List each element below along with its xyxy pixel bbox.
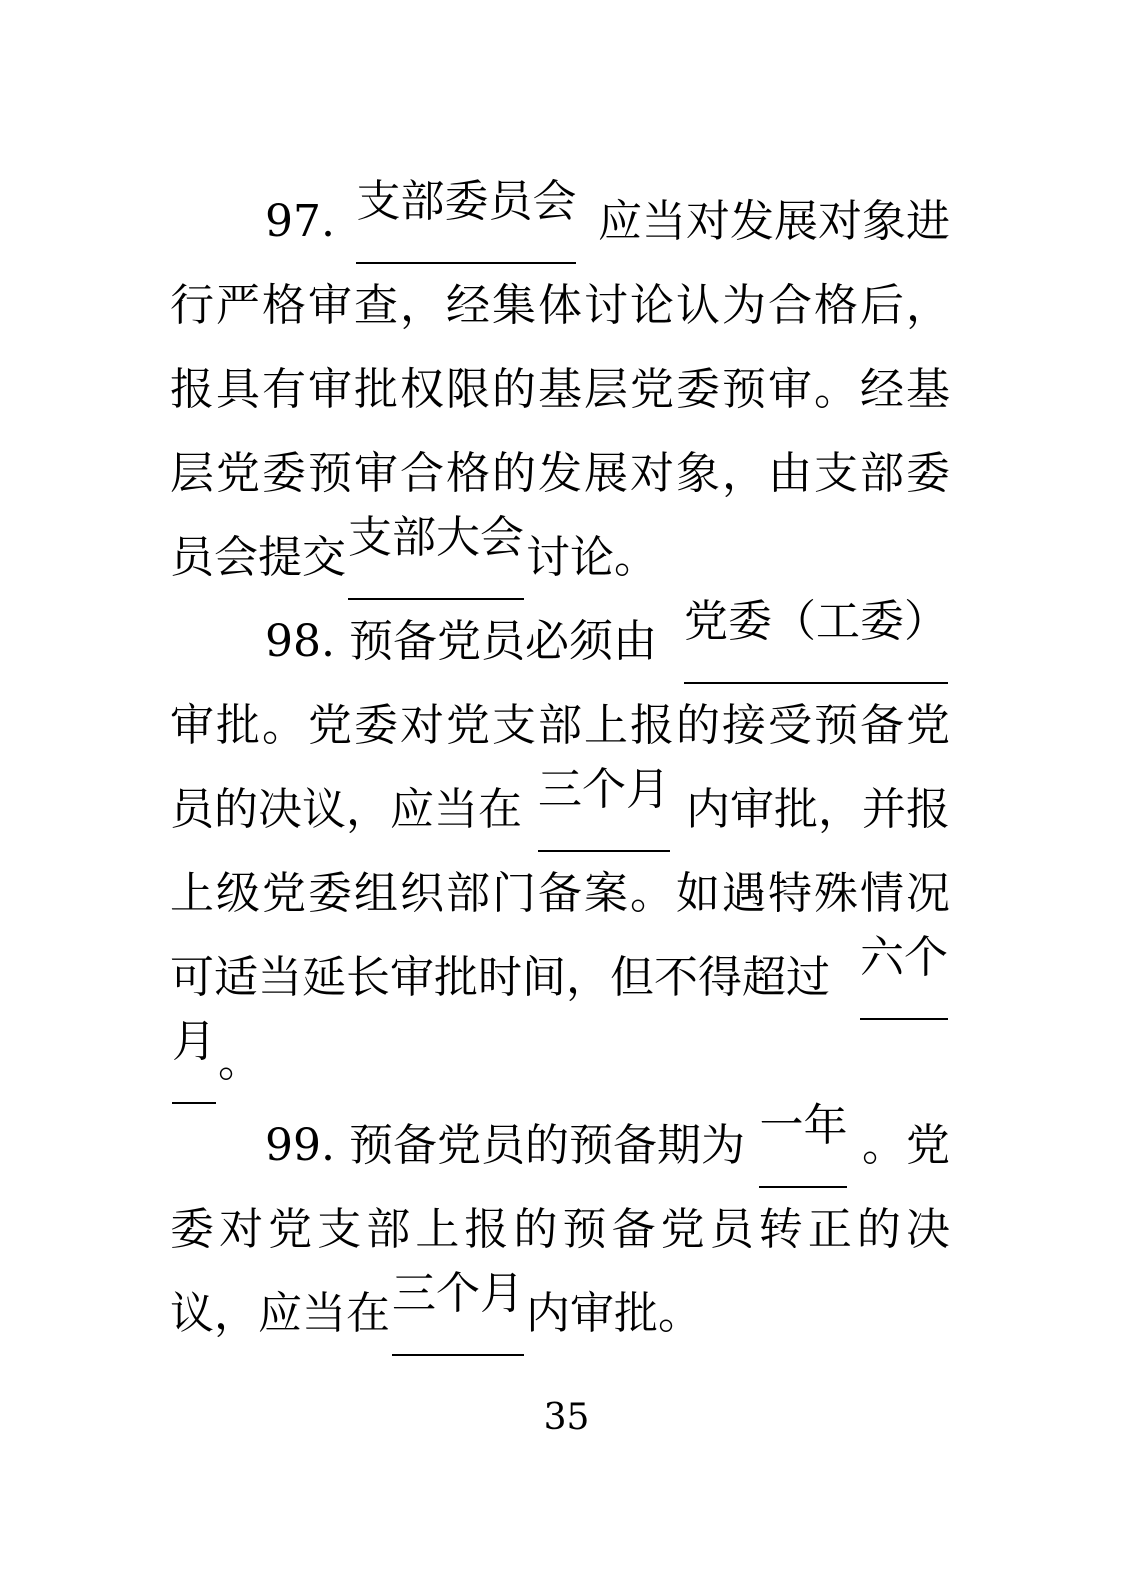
text-char: 部 [366,1204,411,1255]
text-segment: 内审批，并报 [686,784,950,835]
text-char: 备 [860,700,904,751]
text-char: 经 [446,280,490,331]
text-char: 备 [538,868,582,919]
text-char: 部 [538,700,582,751]
text-char: 备 [611,1204,656,1255]
underlined-answer: 支部委员会 [356,180,576,264]
text-char: 上 [170,868,214,919]
text-char: 员 [709,1204,754,1255]
text-segment: 97. [265,196,335,247]
text-char: 委 [308,868,352,919]
text-char: 正 [807,1204,852,1255]
text-char: 为 [722,280,766,331]
text-segment: 99. 预备党员的预备期为 [265,1120,745,1171]
text-char: 委 [676,364,720,415]
text-char: 报 [630,700,674,751]
text-segment: 员会提交 [170,532,346,583]
text-char: 上 [584,700,628,751]
text-char: 基 [538,364,582,415]
text-char: 经 [860,364,904,415]
text-char: 案 [584,868,628,919]
text-char: 如 [676,868,720,919]
text-char: 发 [538,448,582,499]
text-char: 批 [354,364,398,415]
text-char: 转 [758,1204,803,1255]
text-char: 党 [660,1204,705,1255]
text-char: 。 [630,868,674,919]
text-char: 门 [492,868,536,919]
underlined-answer: 支部大会 [348,516,524,600]
text-char: 党 [906,700,950,751]
paragraph-98 [170,596,950,1104]
text-segment: 讨论。 [526,532,658,583]
text-char: 预 [722,364,766,415]
text-segment: 应当对发展对象进 [597,196,950,247]
text-char: 审 [170,700,214,751]
text-segment: 。 [218,1036,262,1087]
underlined-answer: 月 [172,1020,216,1104]
text-char: 上 [415,1204,460,1255]
text-char: 有 [262,364,306,415]
text-char: 后 [860,280,904,331]
text-char: 遇 [722,868,766,919]
text-char: 党 [268,1204,313,1255]
text-char: 审 [308,280,352,331]
text-char: 。 [262,700,306,751]
text-char: 受 [768,700,812,751]
text-char: 集 [492,280,536,331]
text-char: 殊 [814,868,858,919]
underlined-answer: 三个月 [538,768,670,852]
text-char: 认 [676,280,720,331]
text-char: 的 [492,448,536,499]
text-char: 党 [446,700,490,751]
text-char: 预 [308,448,352,499]
text-char: 的 [513,1204,558,1255]
text-char: 支 [492,700,536,751]
text-line [170,1100,950,1188]
body-text [170,176,950,1356]
text-char: ， [722,448,766,499]
text-char: 委 [906,448,950,499]
text-char: 的 [676,700,720,751]
text-char: 接 [722,700,766,751]
paragraph-99 [170,1100,950,1356]
text-char: 报 [170,364,214,415]
text-char: 严 [216,280,260,331]
text-char: 部 [860,448,904,499]
underlined-answer: 三个月 [392,1272,524,1356]
text-segment: 98. 预备党员必须由 [265,616,657,667]
text-char: 委 [354,700,398,751]
text-char: 格 [262,280,306,331]
underlined-answer: 一年 [759,1104,847,1188]
text-line [170,264,950,348]
text-char: 支 [317,1204,362,1255]
text-char: 基 [906,364,950,415]
text-char: 的 [856,1204,901,1255]
text-char: 预 [814,700,858,751]
text-char: 审 [768,364,812,415]
text-char: 讨 [584,280,628,331]
text-line [170,512,950,600]
text-char: 预 [562,1204,607,1255]
text-char: 查 [354,280,398,331]
text-char: 报 [464,1204,509,1255]
text-char: 层 [170,448,214,499]
text-char: 批 [216,700,260,751]
text-segment: 可适当延长审批时间，但不得超过 [170,952,830,1003]
text-char: 行 [170,280,214,331]
text-char: 格 [814,280,858,331]
text-char: 党 [630,364,674,415]
text-char: 格 [446,448,490,499]
paragraph-97 [170,176,950,600]
text-line [170,176,950,264]
text-char: 对 [400,700,444,751]
text-line [170,932,950,1020]
text-char: 委 [262,448,306,499]
text-line [170,852,950,936]
text-char: 层 [584,364,628,415]
text-char: 党 [262,868,306,919]
text-char: 论 [630,280,674,331]
text-char: 级 [216,868,260,919]
text-line [170,1268,950,1356]
text-char: 决 [905,1204,950,1255]
text-char: 由 [768,448,812,499]
text-line [170,684,950,768]
text-char: 具 [216,364,260,415]
text-char: 审 [354,448,398,499]
text-segment: 议，应当在 [170,1288,390,1339]
text-char: 织 [400,868,444,919]
text-char: 对 [630,448,674,499]
text-char: 部 [446,868,490,919]
text-char: 支 [814,448,858,499]
text-char: 体 [538,280,582,331]
text-line [170,764,950,852]
text-char: 。 [814,364,858,415]
text-char: 权 [400,364,444,415]
underlined-answer: 党委（工委） [684,600,948,684]
text-char: 对 [219,1204,264,1255]
text-line [170,348,950,432]
text-char: 审 [308,364,352,415]
text-char: 展 [584,448,628,499]
text-char: 特 [768,868,812,919]
page-number: 35 [543,1397,590,1438]
text-segment: 内审批。 [526,1288,702,1339]
text-char: 合 [400,448,444,499]
text-char: 党 [216,448,260,499]
text-char: 情 [860,868,904,919]
text-char: 合 [768,280,812,331]
text-char: 限 [446,364,490,415]
text-segment: 员的决议，应当在 [170,784,522,835]
text-char: 况 [906,868,950,919]
text-line [170,432,950,516]
text-char: 组 [354,868,398,919]
text-char: 委 [170,1204,214,1255]
text-char: ， [400,280,444,331]
text-char: ， [906,280,950,331]
text-line [170,1016,950,1104]
text-line [170,1188,950,1272]
text-char: 的 [492,364,536,415]
text-char: 象 [676,448,720,499]
underlined-answer: 六个 [860,936,948,1020]
text-segment: 。党 [862,1120,950,1171]
text-char: 党 [308,700,352,751]
text-line [170,596,950,684]
